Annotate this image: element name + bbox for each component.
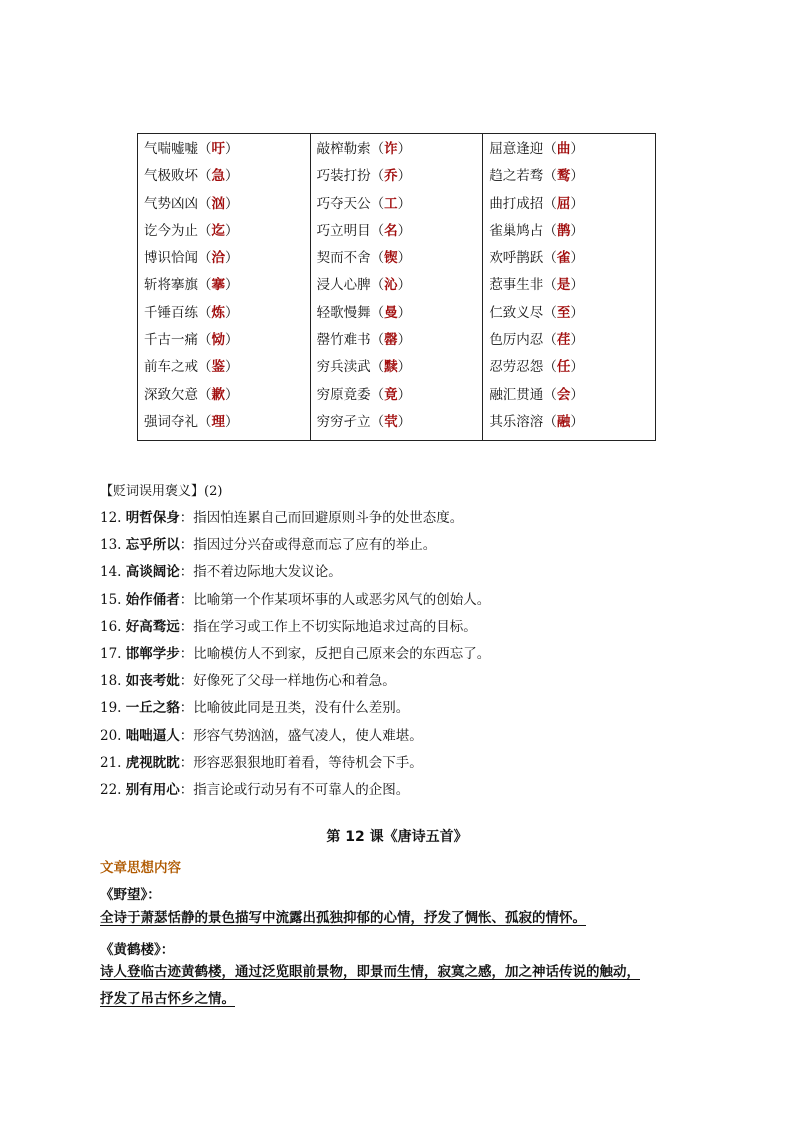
entry-word: 融汇贯通	[489, 386, 544, 403]
poem-title-yewang: 《野望》：	[100, 887, 161, 903]
table-entry: 巧夺天公（工）	[316, 195, 412, 212]
idiom-term: 邯郸学步	[125, 645, 180, 662]
item-number: 12.	[100, 510, 122, 526]
correct-character: 吁	[211, 141, 225, 157]
entry-word: 气极败坏	[144, 168, 198, 185]
table-entry: 敲榨勒索（诈）	[316, 141, 412, 157]
correct-character: 融	[556, 413, 571, 430]
table-entry: 穷原竟委（竟）	[316, 386, 412, 403]
correct-character: 理	[211, 413, 225, 430]
table-column-2	[310, 134, 483, 441]
correct-character: 乔	[384, 168, 398, 185]
correct-character: 黩	[384, 359, 398, 376]
table-entry: 穷兵渎武（黩）	[316, 359, 412, 376]
correct-character: 恸	[211, 332, 225, 349]
correct-character: 鉴	[211, 359, 225, 376]
entry-word: 色厉内忍	[489, 332, 544, 349]
entry-word: 博识恰闻	[144, 250, 198, 267]
lesson-title: 第 12 课《唐诗五首》	[326, 829, 468, 845]
table-entry: 罄竹难书（罄）	[316, 332, 412, 349]
correct-character: 炼	[211, 304, 225, 321]
table-entry: 巧装打扮（乔）	[316, 168, 412, 185]
entry-word: 忍劳忍怨	[489, 359, 544, 376]
correct-character: 歉	[211, 386, 225, 403]
idiom-term: 如丧考妣	[125, 673, 180, 690]
list-item: 19. 一丘之貉：比喻彼此同是丑类，没有什么差别。	[100, 700, 410, 717]
section-label: 文章思想内容	[100, 860, 181, 876]
table-entry: 巧立明目（名）	[316, 222, 412, 239]
entry-word: 巧立明目	[316, 222, 371, 239]
correct-character: 屈	[556, 195, 571, 212]
correct-character: 竟	[384, 386, 398, 403]
table-entry: 曲打成招（屈）	[489, 195, 584, 212]
item-number: 14.	[100, 564, 122, 581]
list-item: 13. 忘乎所以：指因过分兴奋或得意而忘了应有的举止。	[100, 537, 437, 554]
idiom-definition: 指因过分兴奋或得意而忘了应有的举止。	[193, 537, 437, 554]
table-entry: 气势凶凶（汹）	[144, 195, 239, 212]
idiom-definition: 指因怕连累自己而回避原则斗争的处世态度。	[193, 510, 464, 526]
poem-summary-huanghelou: 诗人登临古迹黄鹤楼，通过泛览眼前景物，即景而生情，寂寞之感，加之神话传说的触动，抒发了吊古怀乡之情。	[100, 964, 640, 1007]
table-entry: 仁致义尽（至）	[489, 304, 584, 321]
entry-word: 罄竹难书	[316, 332, 371, 349]
table-entry: 契而不舍（锲）	[316, 250, 412, 267]
table-entry: 雀巢鸠占（鹊）	[489, 222, 584, 239]
item-number: 16.	[100, 618, 122, 635]
entry-word: 雀巢鸠占	[489, 222, 544, 239]
table-entry: 深致欠意（歉）	[144, 386, 239, 403]
table-entry: 屈意逢迎（曲）	[489, 141, 584, 157]
list-item: 12. 明哲保身：指因怕连累自己而回避原则斗争的处世态度。	[100, 510, 464, 526]
idiom-term: 明哲保身	[125, 510, 180, 526]
correct-character: 鹜	[556, 168, 571, 185]
idiom-definition: 形容气势汹汹，盛气凌人，使人难堪。	[193, 727, 423, 744]
item-number: 19.	[100, 700, 122, 717]
entry-word: 穷穷孑立	[316, 413, 371, 430]
correct-character: 沁	[384, 277, 398, 294]
idiom-definition: 比喻第一个作某项坏事的人或恶劣风气的创始人。	[193, 591, 491, 608]
idiom-term: 忘乎所以	[125, 537, 180, 554]
correct-character: 雀	[556, 250, 571, 267]
correct-character: 汹	[211, 195, 225, 212]
entry-word: 契而不舍	[316, 250, 371, 267]
table-entry: 讫今为止（迄）	[144, 222, 239, 239]
entry-word: 千古一痛	[144, 332, 198, 349]
table-entry: 强词夺礼（理）	[144, 413, 239, 430]
entry-word: 趋之若骛	[489, 168, 544, 185]
table-entry: 轻歌慢舞（曼）	[316, 304, 412, 321]
correct-character: 曲	[556, 141, 571, 157]
entry-word: 浸人心脾	[316, 277, 371, 294]
item-number: 18.	[100, 673, 122, 690]
item-number: 15.	[100, 591, 122, 608]
table-entry: 气喘嘘嘘（吁）	[144, 141, 239, 157]
correct-character: 至	[556, 304, 571, 321]
list-item: 17. 邯郸学步：比喻模仿人不到家，反把自己原来会的东西忘了。	[100, 645, 491, 662]
entry-word: 穷兵渎武	[316, 359, 371, 376]
idiom-term: 虎视眈眈	[125, 754, 180, 771]
correct-character: 搴	[211, 277, 225, 294]
entry-word: 屈意逢迎	[489, 141, 544, 157]
entry-word: 千锤百练	[144, 304, 198, 321]
correct-character: 荏	[556, 332, 571, 349]
item-number: 21.	[100, 754, 122, 771]
correct-character: 工	[384, 195, 398, 212]
entry-word: 气势凶凶	[144, 195, 198, 212]
idiom-term: 别有用心	[125, 781, 180, 798]
table-entry: 忍劳忍怨（任）	[489, 359, 584, 376]
poem-summary-yewang: 全诗于萧瑟恬静的景色描写中流露出孤独抑郁的心情，抒发了惆怅、孤寂的情怀。	[100, 910, 586, 926]
idiom-term: 一丘之貉	[125, 700, 180, 717]
correct-character: 是	[556, 277, 571, 294]
correct-character: 名	[384, 222, 398, 239]
correct-character: 洽	[211, 250, 225, 267]
idiom-term: 好高骛远	[125, 618, 180, 635]
idiom-definition: 指在学习或工作上不切实际地追求过高的目标。	[193, 618, 477, 635]
entry-word: 敲榨勒索	[316, 141, 371, 157]
table-column-1	[138, 134, 311, 441]
table-entry: 气极败坏（急）	[144, 168, 239, 185]
item-number: 22.	[100, 781, 122, 798]
list-item: 22. 别有用心：指言论或行动另有不可靠人的企图。	[100, 781, 410, 798]
idiom-list	[100, 508, 490, 807]
idiom-definition: 形容恶狠狠地盯着看，等待机会下手。	[193, 754, 423, 771]
entry-word: 惹事生非	[489, 277, 544, 294]
idiom-definition: 指言论或行动另有不可靠人的企图。	[193, 781, 410, 798]
item-number: 13.	[100, 537, 122, 554]
table-entry: 浸人心脾（沁）	[316, 277, 412, 294]
entry-word: 欢呼鹊跃	[489, 250, 544, 267]
correct-character: 诈	[384, 141, 398, 157]
correct-character: 急	[211, 168, 225, 185]
table-entry: 色厉内忍（荏）	[489, 332, 584, 349]
entry-word: 斩将搴旗	[144, 277, 198, 294]
idiom-term: 咄咄逼人	[125, 727, 180, 744]
table-entry: 欢呼鹊跃（雀）	[489, 250, 584, 267]
item-number: 20.	[100, 727, 122, 744]
table-entry: 穷穷孑立（茕）	[316, 413, 412, 430]
entry-word: 轻歌慢舞	[316, 304, 371, 321]
correct-character: 锲	[384, 250, 398, 267]
idiom-definition: 好像死了父母一样地伤心和着急。	[193, 673, 396, 690]
idiom-definition: 比喻彼此同是丑类，没有什么差别。	[193, 700, 410, 717]
table-entry: 趋之若骛（鹜）	[489, 168, 584, 185]
entry-word: 讫今为止	[144, 222, 198, 239]
table-entry: 前车之戒（鉴）	[144, 359, 239, 376]
correct-character: 鹊	[556, 222, 571, 239]
table-entry: 斩将搴旗（搴）	[144, 277, 239, 294]
correct-character: 罄	[384, 332, 398, 349]
list-item: 20. 咄咄逼人：形容气势汹汹，盛气凌人，使人难堪。	[100, 727, 423, 744]
entry-word: 强词夺礼	[144, 413, 198, 430]
item-number: 17.	[100, 645, 122, 662]
table-entry: 其乐溶溶（融）	[489, 413, 584, 430]
correct-character: 会	[556, 386, 571, 403]
list-item: 14. 高谈阔论：指不着边际地大发议论。	[100, 564, 342, 581]
entry-word: 巧夺天公	[316, 195, 371, 212]
entry-word: 仁致义尽	[489, 304, 544, 321]
poem-title-huanghelou: 《黄鹤楼》：	[100, 942, 175, 958]
correct-character: 任	[556, 359, 571, 376]
table-entry: 惹事生非（是）	[489, 277, 584, 294]
table-entry: 千锤百练（炼）	[144, 304, 239, 321]
entry-word: 穷原竟委	[316, 386, 371, 403]
entry-word: 前车之戒	[144, 359, 198, 376]
entry-word: 气喘嘘嘘	[144, 141, 198, 157]
list-item: 15. 始作俑者：比喻第一个作某项坏事的人或恶劣风气的创始人。	[100, 591, 491, 608]
correct-character: 迄	[211, 222, 225, 239]
idiom-definition: 指不着边际地大发议论。	[193, 564, 342, 581]
table-entry: 融汇贯通（会）	[489, 386, 584, 403]
list-item: 16. 好高骛远：指在学习或工作上不切实际地追求过高的目标。	[100, 618, 477, 635]
misspelled-idiom-table	[137, 133, 656, 441]
entry-word: 深致欠意	[144, 386, 198, 403]
idiom-term: 始作俑者	[125, 591, 180, 608]
list-item: 18. 如丧考妣：好像死了父母一样地伤心和着急。	[100, 673, 396, 690]
table-entry: 博识恰闻（洽）	[144, 250, 239, 267]
idiom-definition: 比喻模仿人不到家，反把自己原来会的东西忘了。	[193, 645, 491, 662]
list-item: 21. 虎视眈眈：形容恶狠狠地盯着看，等待机会下手。	[100, 754, 423, 771]
table-column-3	[483, 134, 656, 441]
entry-word: 曲打成招	[489, 195, 544, 212]
table-entry: 千古一痛（恸）	[144, 332, 239, 349]
correct-character: 茕	[384, 413, 398, 430]
correct-character: 曼	[384, 304, 398, 321]
entry-word: 巧装打扮	[316, 168, 371, 185]
section-heading: 【贬词误用褒义】(2)	[100, 484, 223, 499]
idiom-term: 高谈阔论	[125, 564, 180, 581]
entry-word: 其乐溶溶	[489, 413, 544, 430]
